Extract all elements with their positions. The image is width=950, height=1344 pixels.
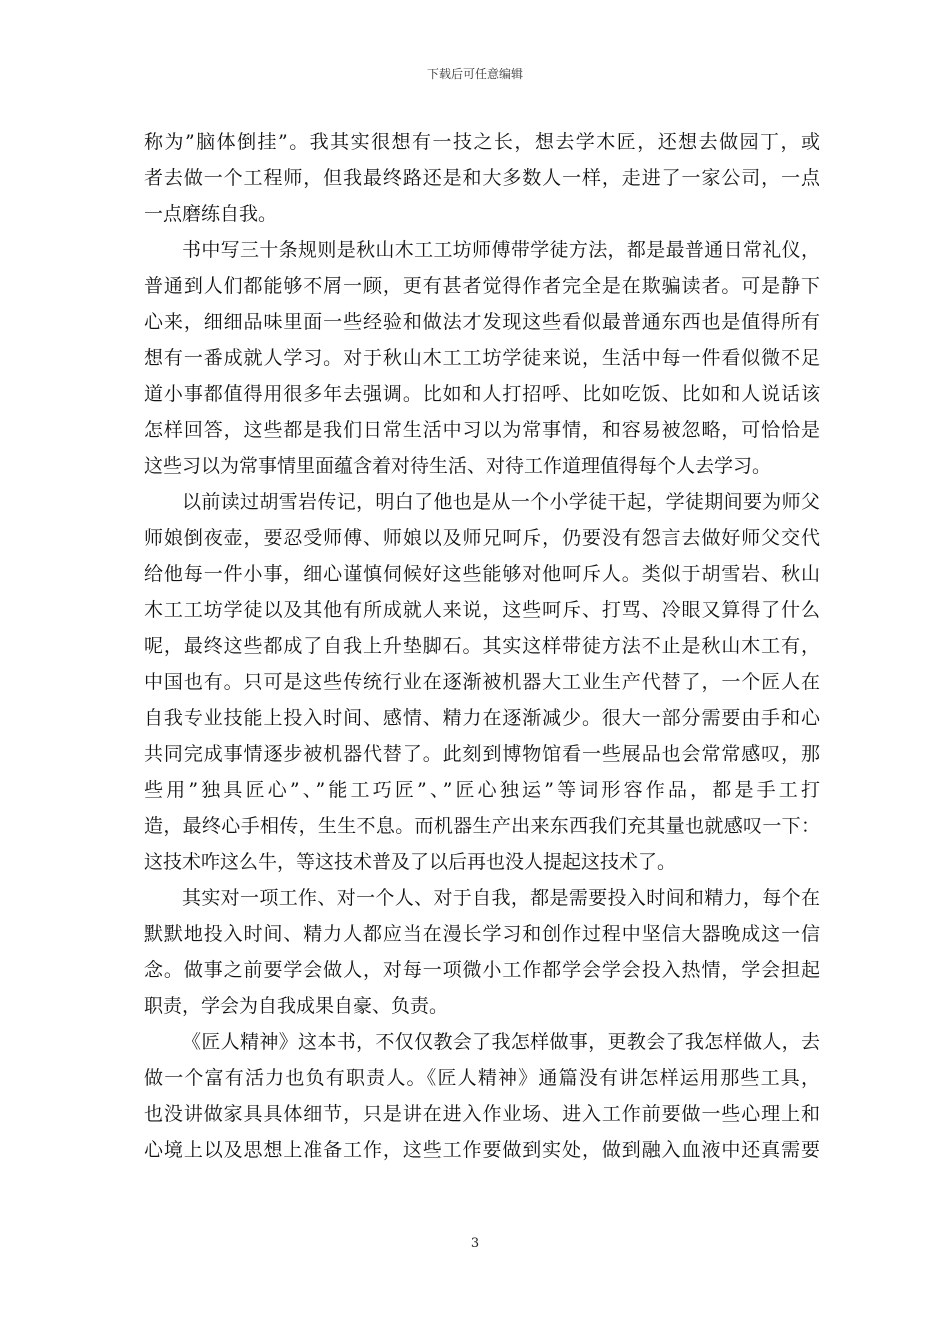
paragraph-first-line: 其实对一项工作、对一个人、对于自我，都是需要投入时间和精力，每个在 [182, 887, 820, 909]
text-line: 这技术咋这么牛，等这技术普及了以后再也没人提起这技术了。 [144, 851, 677, 873]
text-line: 道小事都值得用很多年去强调。比如和人打招呼、比如吃饭、比如和人说话该 [144, 383, 820, 405]
page-header: 下载后可任意编辑 [426, 67, 523, 81]
text-line: 默默地投入时间、精力人都应当在漫长学习和创作过程中坚信大器晚成这一信 [144, 923, 820, 945]
text-line: 一点磨练自我。 [144, 203, 278, 225]
text-line: 心来，细细品味里面一些经验和做法才发现这些看似最普通东西也是值得所有 [144, 311, 820, 333]
text-line: 做一个富有活力也负有职责人。《匠人精神》通篇没有讲怎样运用那些工具， [144, 1067, 820, 1089]
text-line: 职责，学会为自我成果自豪、负责。 [144, 995, 449, 1017]
text-line: 些用”独具匠心”、”能工巧匠”、”匠心独运”等词形容作品，都是手工打 [144, 779, 820, 801]
text-line: 这些习以为常事情里面蕴含着对待生活、对待工作道理值得每个人去学习。 [144, 455, 772, 477]
text-line: 心境上以及思想上准备工作，这些工作要做到实处，做到融入血液中还真需要 [144, 1139, 820, 1161]
page-number: 3 [470, 1236, 480, 1251]
text-line: 师娘倒夜壶，要忍受师傅、师娘以及师兄呵斥，仍要没有怨言去做好师父交代 [144, 527, 820, 549]
text-line: 呢，最终这些都成了自我上升垫脚石。其实这样带徒方法不止是秋山木工有， [144, 635, 820, 657]
text-line: 者去做一个工程师，但我最终路还是和大多数人一样，走进了一家公司，一点 [144, 167, 820, 189]
text-line: 也没讲做家具具体细节，只是讲在进入作业场、进入工作前要做一些心理上和 [144, 1103, 820, 1125]
text-line: 造，最终心手相传，生生不息。而机器生产出来东西我们充其量也就感叹一下： [144, 815, 820, 837]
text-line: 想有一番成就人学习。对于秋山木工工坊学徒来说，生活中每一件看似微不足 [144, 347, 820, 369]
text-line: 木工工坊学徒以及其他有所成就人来说，这些呵斥、打骂、冷眼又算得了什么 [144, 599, 820, 621]
text-line: 念。做事之前要学会做人，对每一项微小工作都学会学会投入热情，学会担起 [144, 959, 820, 981]
text-line: 称为”脑体倒挂”。我其实很想有一技之长，想去学木匠，还想去做园丁，或 [144, 131, 820, 153]
text-line: 给他每一件小事，细心谨慎伺候好这些能够对他呵斥人。类似于胡雪岩、秋山 [144, 563, 820, 585]
text-line: 普通到人们都能够不屑一顾，更有甚者觉得作者完全是在欺骗读者。可是静下 [144, 275, 820, 297]
text-line: 自我专业技能上投入时间、感情、精力在逐渐减少。很大一部分需要由手和心 [144, 707, 820, 729]
document-body [144, 124, 820, 1168]
text-line: 怎样回答，这些都是我们日常生活中习以为常事情，和容易被忽略，可恰恰是 [144, 419, 820, 441]
paragraph-first-line: 以前读过胡雪岩传记，明白了他也是从一个小学徒干起，学徒期间要为师父 [182, 491, 820, 513]
paragraph-first-line: 《匠人精神》这本书，不仅仅教会了我怎样做事，更教会了我怎样做人，去 [182, 1031, 820, 1053]
text-line: 中国也有。只可是这些传统行业在逐渐被机器大工业生产代替了，一个匠人在 [144, 671, 820, 693]
paragraph-first-line: 书中写三十条规则是秋山木工工坊师傅带学徒方法，都是最普通日常礼仪， [182, 239, 820, 261]
text-line: 共同完成事情逐步被机器代替了。此刻到博物馆看一些展品也会常常感叹，那 [144, 743, 820, 765]
